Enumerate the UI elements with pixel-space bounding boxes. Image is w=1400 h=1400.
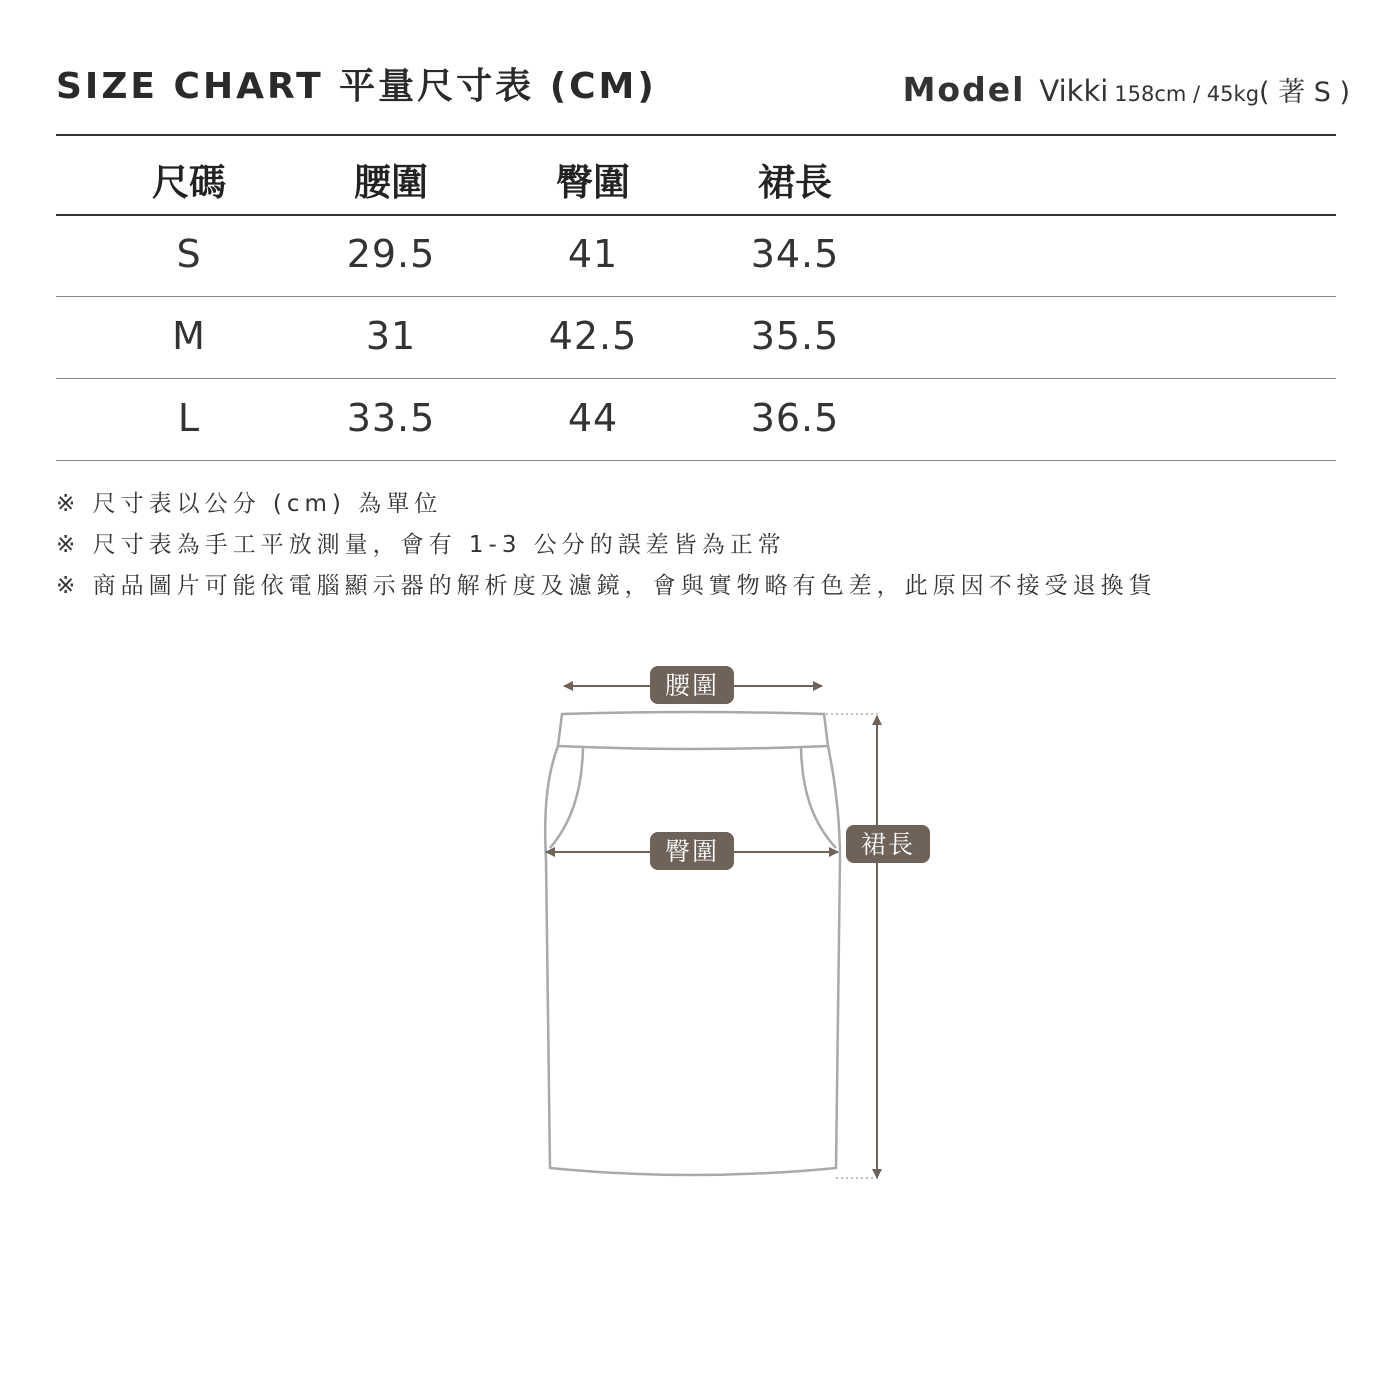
skirt-outline (545, 712, 840, 1175)
model-wear-size: ( 著 S ) (1259, 77, 1350, 108)
length-tag-label: 裙長 (860, 830, 916, 859)
waist-tag-label: 腰圍 (664, 671, 720, 700)
note-color-disclaimer: ※ 商品圖片可能依電腦顯示器的解析度及濾鏡，會與實物略有色差，此原因不接受退換貨 (56, 573, 1157, 599)
waist-tag (650, 666, 734, 704)
column-header-size: 尺碼 (152, 161, 226, 204)
note-unit: ※ 尺寸表以公分 (cm) 為單位 (56, 491, 443, 517)
cell-length: 35.5 (750, 314, 840, 358)
cell-size: L (177, 396, 201, 440)
cell-size: S (176, 232, 202, 276)
cell-hip: 44 (567, 396, 619, 440)
cell-waist: 33.5 (346, 396, 436, 440)
hip-tag-label: 臀圍 (664, 837, 720, 866)
model-stats: 158cm / 45kg (1114, 82, 1260, 106)
hip-tag (650, 832, 734, 870)
model-label: Model (902, 70, 1026, 109)
column-header-hip: 臀圍 (556, 161, 630, 204)
column-header-waist: 腰圍 (354, 161, 428, 204)
size-chart-title: SIZE CHART 平量尺寸表 (CM) (56, 66, 657, 107)
column-header-length: 裙長 (758, 161, 832, 204)
model-name: Vikki (1039, 74, 1109, 108)
cell-waist: 31 (365, 314, 417, 358)
cell-size: M (172, 314, 206, 358)
cell-waist: 29.5 (346, 232, 436, 276)
cell-hip: 41 (567, 232, 619, 276)
cell-hip: 42.5 (548, 314, 638, 358)
skirt-waistband (558, 712, 828, 749)
left-pocket-line (550, 748, 583, 848)
cell-length: 36.5 (750, 396, 840, 440)
length-tag (846, 825, 930, 863)
cell-length: 34.5 (750, 232, 840, 276)
note-tolerance: ※ 尺寸表為手工平放測量，會有 1-3 公分的誤差皆為正常 (56, 532, 786, 558)
skirt-body (545, 746, 840, 1175)
